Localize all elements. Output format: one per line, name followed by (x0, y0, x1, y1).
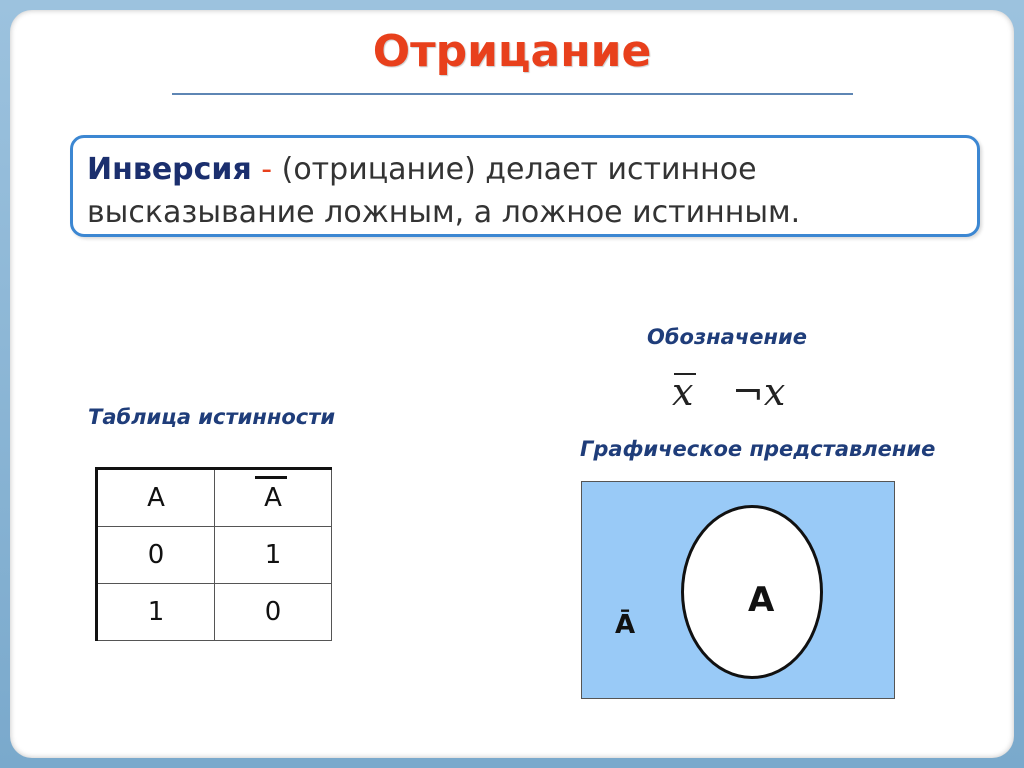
table-cell: 1 (97, 584, 215, 641)
definition-dash: - (251, 152, 282, 187)
header-cell-not-a (215, 469, 332, 527)
notation-neg-x: ¬x (732, 370, 786, 414)
graphic-label: Графическое представление (580, 437, 936, 461)
overline-mark (255, 476, 287, 479)
notation-overline-x: x (672, 370, 694, 414)
table-row (97, 527, 332, 584)
definition-body: (отрицание) делает истинное высказывание ложным, а ложное истинным. (87, 152, 801, 230)
venn-inner-label: A (748, 580, 775, 620)
table-row (97, 584, 332, 641)
definition-text (87, 148, 967, 234)
truth-table-label: Таблица истинности (88, 405, 336, 429)
table-cell: 0 (97, 527, 215, 584)
header-cell-a: A (97, 469, 215, 527)
title-divider (172, 93, 853, 95)
header-cell-not-a-text: A (264, 483, 282, 513)
table-header-row (97, 469, 332, 527)
notation-label: Обозначение (647, 325, 807, 349)
table-cell: 0 (215, 584, 332, 641)
venn-outer-label: Ā (615, 610, 636, 640)
truth-table (95, 467, 332, 641)
definition-term: Инверсия (87, 152, 252, 187)
definition-box (70, 135, 980, 237)
table-cell: 1 (215, 527, 332, 584)
slide-title: Отрицание (372, 26, 652, 77)
